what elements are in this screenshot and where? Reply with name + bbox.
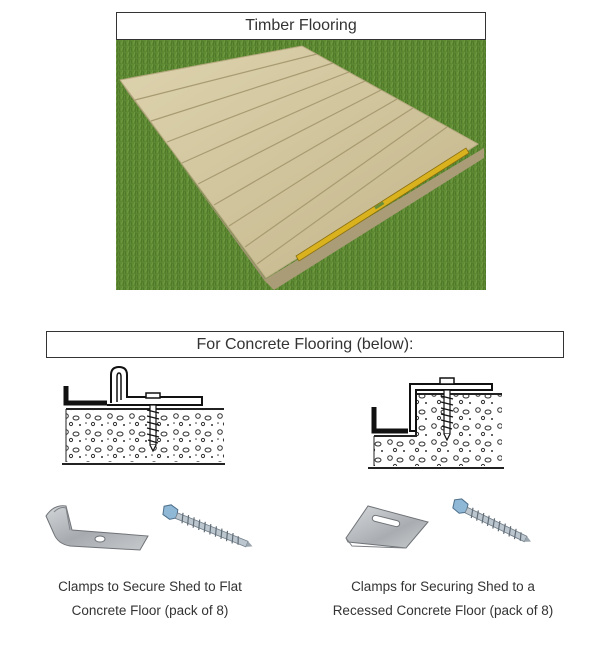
caption-line: Concrete Floor (pack of 8) (71, 603, 229, 618)
flat-floor-screw-image (160, 503, 258, 555)
flat-floor-clamp-caption (30, 575, 270, 623)
flat-floor-clamp-image (44, 500, 156, 556)
timber-flooring-title: Timber Flooring (116, 12, 486, 40)
flat-floor-clamp-diagram (62, 364, 227, 468)
recessed-floor-screw-image (450, 497, 540, 551)
caption-line: Recessed Concrete Floor (pack of 8) (332, 603, 554, 618)
concrete-flooring-title: For Concrete Flooring (below): (46, 331, 564, 358)
recessed-floor-clamp-caption (318, 575, 568, 623)
timber-floor-photo (116, 40, 486, 290)
recessed-floor-clamp-diagram (364, 374, 506, 470)
caption-line: Clamps for Securing Shed to a (351, 579, 535, 594)
caption-line: Clamps to Secure Shed to Flat (58, 579, 242, 594)
recessed-floor-clamp-image (344, 498, 436, 550)
